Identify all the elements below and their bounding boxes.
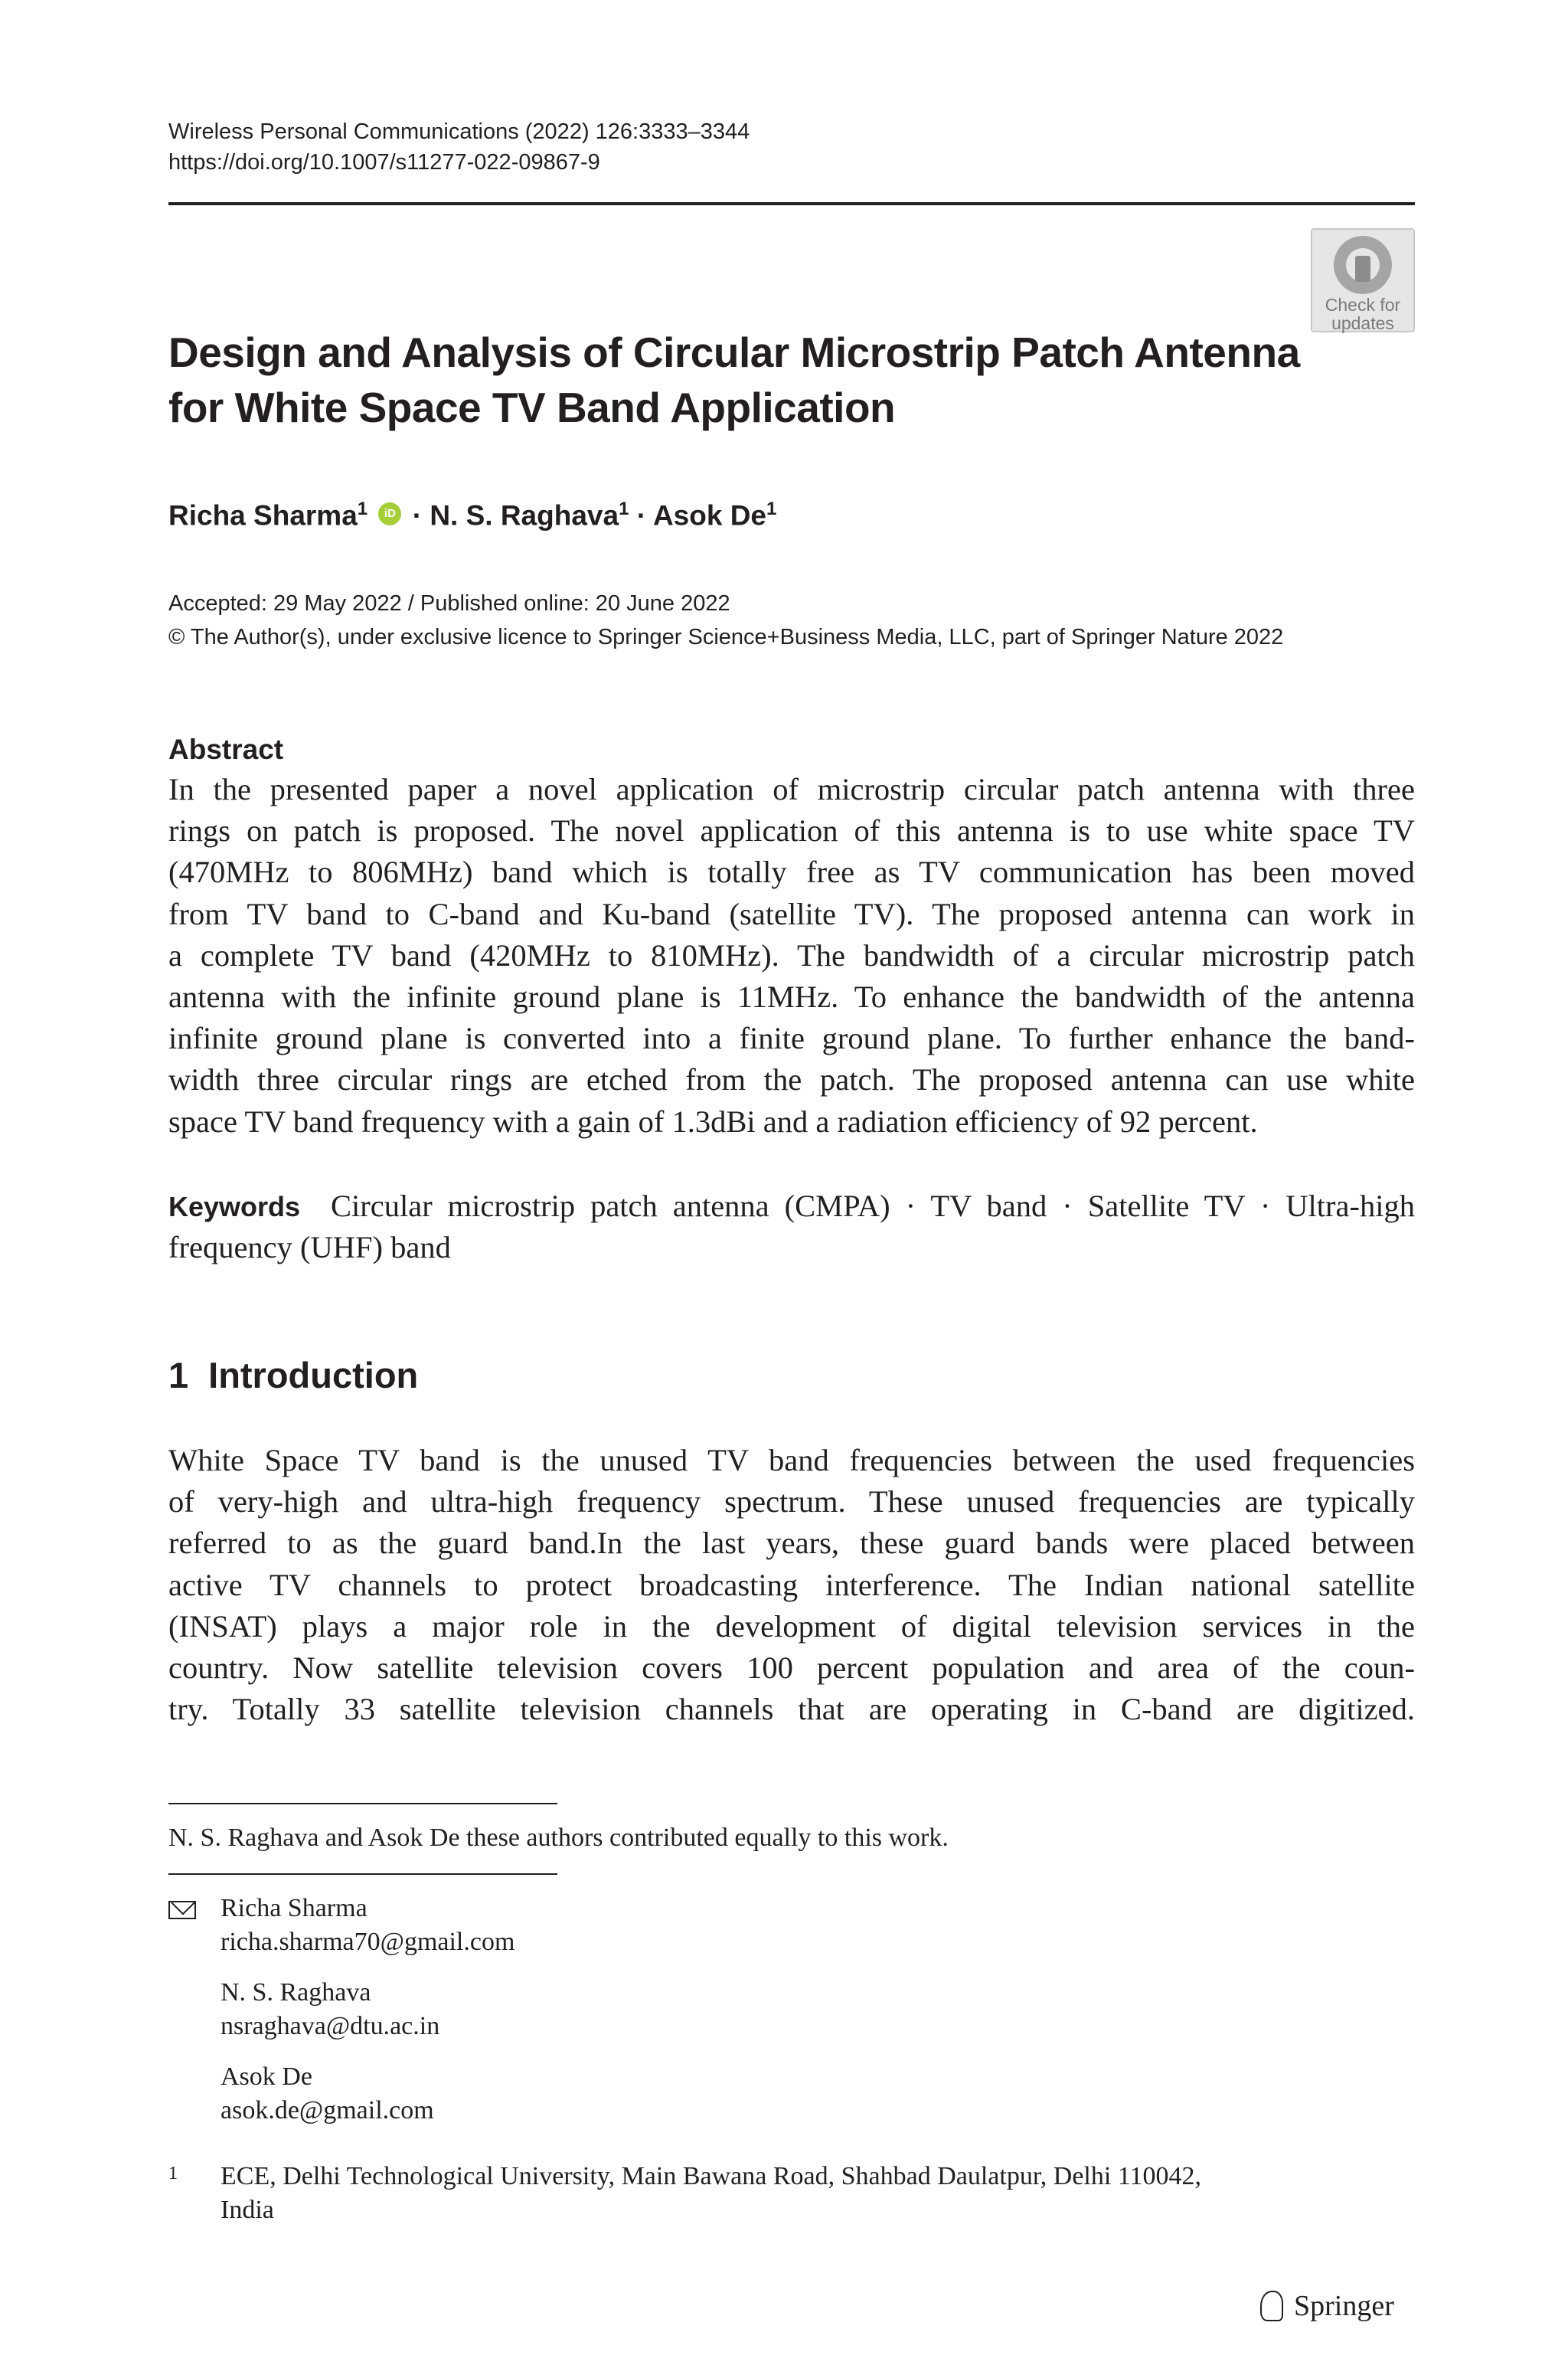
copyright-line: © The Author(s), under exclusive licence to Springer Science+Business Media, LLC, part of Springer Nature 2022: [168, 625, 1284, 649]
footnote-rule: [168, 1873, 557, 1875]
paper-title: [168, 325, 1300, 435]
correspondence-entry: [168, 1976, 514, 2043]
affil-mark: 1: [766, 499, 777, 519]
correspondent-email[interactable]: nsraghava@dtu.ac.in: [220, 2012, 440, 2040]
author-separator: ·: [629, 499, 653, 532]
author-name: Richa Sharma: [168, 499, 358, 532]
keywords-text: frequency (UHF) band: [168, 1230, 451, 1265]
contribution-footnote: N. S. Raghava and Asok De these authors contributed equally to this work.: [168, 1824, 949, 1852]
affiliation-mark: 1: [168, 2164, 178, 2183]
abstract-line: infinite ground plane is converted into a finite ground plane. To further enhance the band-: [168, 1021, 1415, 1056]
intro-line: try. Totally 33 satellite television channels that are operating in C-band are digitized.: [168, 1692, 1415, 1727]
section-heading: [168, 1353, 418, 1398]
journal-citation: Wireless Personal Communications (2022) 126:3333–3344: [168, 119, 750, 144]
abstract-heading: Abstract: [168, 734, 284, 765]
envelope-icon: [168, 1901, 196, 1919]
journal-header: [168, 116, 750, 178]
correspondent-email[interactable]: richa.sharma70@gmail.com: [220, 1928, 515, 1956]
abstract-line: antenna with the infinite ground plane is 11MHz. To enhance the bandwidth of the antenna: [168, 979, 1415, 1014]
bookmark-icon: [1334, 236, 1392, 294]
accepted-published: Accepted: 29 May 2022 / Published online: 20 June 2022: [168, 591, 730, 616]
keywords-block: [168, 1186, 1415, 1268]
affiliation-text: ECE, Delhi Technological University, Main Bawana Road, Shahbad Daulatpur, Delhi 110042, India: [220, 2162, 1202, 2224]
correspondent-name: N. S. Raghava: [220, 1978, 371, 2007]
intro-line: White Space TV band is the unused TV band frequencies between the used frequencies: [168, 1443, 1415, 1477]
correspondent-name: Asok De: [220, 2062, 312, 2091]
affil-mark: 1: [619, 499, 629, 519]
author-separator: ·: [404, 499, 430, 532]
keywords-text: Circular microstrip patch antenna (CMPA) · TV band · Satellite TV · Ultra-high: [330, 1189, 1415, 1223]
check-for-updates-label: Check for updates: [1325, 295, 1401, 333]
header-rule: [168, 202, 1415, 205]
section-title: Introduction: [208, 1355, 419, 1395]
title-line: Design and Analysis of Circular Microstrip Patch Antenna: [168, 329, 1300, 376]
abstract-line: space TV band frequency with a gain of 1.3dBi and a radiation efficiency of 92 percent.: [168, 1104, 1258, 1139]
author-list: [168, 490, 776, 535]
abstract-line: a complete TV band (420MHz to 810MHz). The bandwidth of a circular microstrip patch: [168, 937, 1415, 973]
intro-line: referred to as the guard band.In the last years, these guard bands were placed between: [168, 1526, 1415, 1561]
orcid-icon[interactable]: iD: [378, 502, 401, 525]
springer-logo: [1260, 2287, 1394, 2325]
abstract-line: (470MHz to 806MHz) band which is totally free as TV communication has been moved: [168, 855, 1415, 890]
abstract-text: [168, 769, 1415, 1143]
abstract-line: width three circular rings are etched from the patch. The proposed antenna can use white: [168, 1062, 1415, 1097]
intro-line: country. Now satellite television covers 100 percent population and area of the coun-: [168, 1650, 1415, 1685]
intro-line: active TV channels to protect broadcasting interference. The Indian national satellite: [168, 1567, 1415, 1602]
correspondence-block: [168, 1892, 514, 2144]
author-name: Asok De: [652, 499, 767, 532]
introduction-text: [168, 1440, 1415, 1730]
section-number: 1: [168, 1355, 189, 1395]
abstract-line: from TV band to C-band and Ku-band (satellite TV). The proposed antenna can work in: [168, 896, 1415, 931]
abstract-line: In the presented paper a novel application of microstrip circular patch antenna with three: [168, 772, 1415, 806]
springer-horse-icon: [1260, 2291, 1283, 2321]
correspondence-entry: [168, 2060, 514, 2128]
author-name: N. S. Raghava: [430, 499, 619, 532]
publication-dates: [168, 587, 1283, 654]
intro-line: (INSAT) plays a major role in the development of digital television services in the: [168, 1608, 1415, 1644]
affil-mark: 1: [357, 499, 368, 519]
footnote-rule: [168, 1803, 557, 1804]
check-for-updates-badge[interactable]: [1311, 228, 1415, 332]
intro-line: of very-high and ultra-high frequency spectrum. These unused frequencies are typically: [168, 1484, 1415, 1519]
correspondent-email[interactable]: asok.de@gmail.com: [220, 2096, 434, 2124]
correspondent-name: Richa Sharma: [220, 1894, 368, 1922]
correspondence-entry: [168, 1892, 514, 1959]
keywords-label: Keywords: [168, 1191, 301, 1222]
title-line: for White Space TV Band Application: [168, 384, 896, 431]
abstract-line: rings on patch is proposed. The novel application of this antenna is to use white space TV: [168, 813, 1415, 849]
doi-link[interactable]: https://doi.org/10.1007/s11277-022-09867-9: [168, 150, 600, 175]
publisher-name: Springer: [1294, 2290, 1394, 2322]
